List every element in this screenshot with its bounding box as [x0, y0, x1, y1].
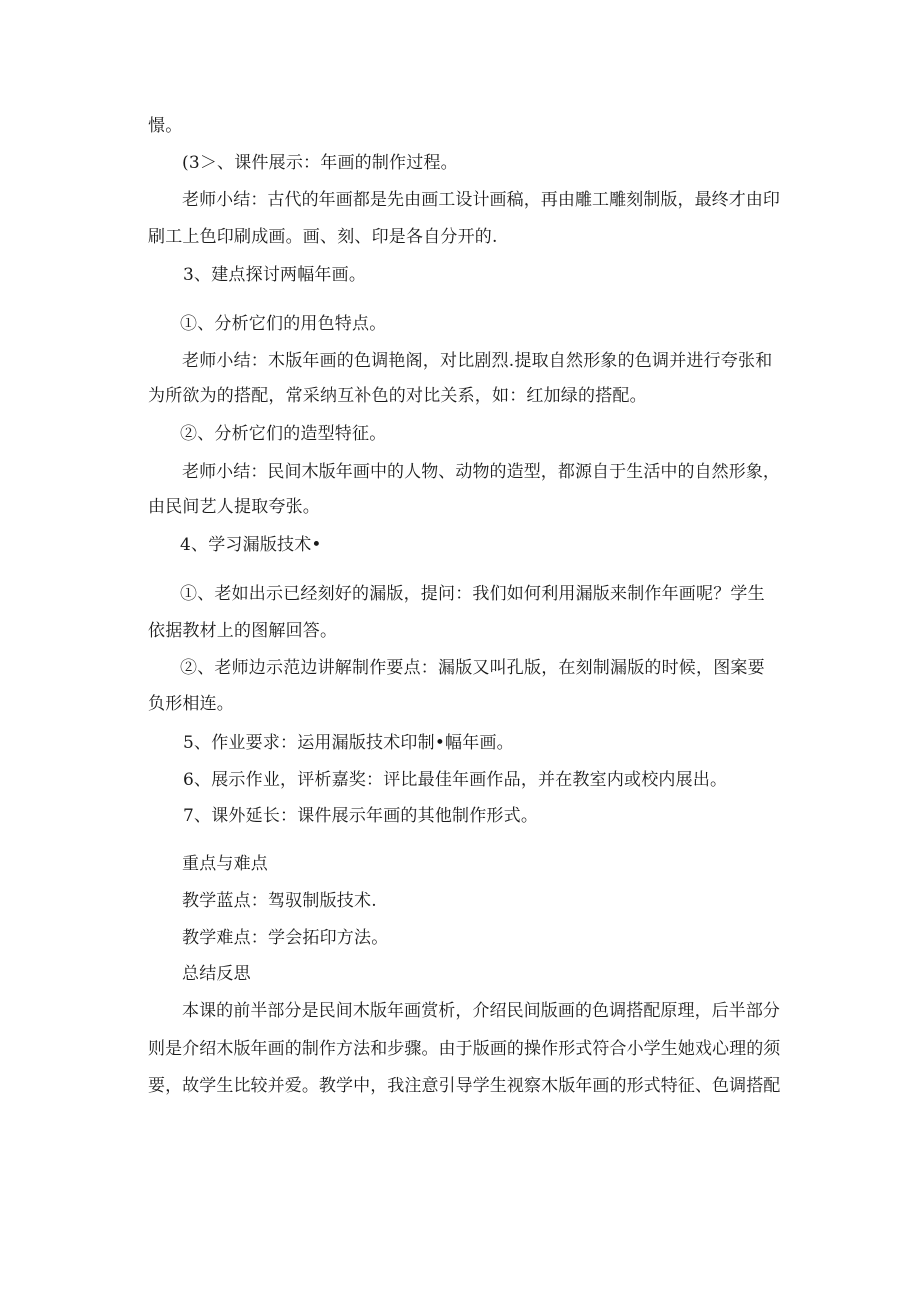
text-line: 为所欲为的搭配，常采纳互补色的对比关系，如：红加绿的搭配。 — [148, 386, 647, 406]
text-line: 由民间艺人提取夸张。 — [148, 497, 320, 517]
text-line: (3＞、课件展示：年画的制作过程。 — [182, 153, 458, 173]
text-line: 刷工上色印刷成画。画、刻、印是各自分开的. — [148, 227, 498, 247]
text-line: 要，故学生比较并爱。教学中，我注意引导学生视察木版年画的形式特征、色调搭配 — [148, 1076, 781, 1096]
text-line: 7、课外延长：课件展示年画的其他制作形式。 — [183, 806, 539, 826]
text-line: 教学难点：学会拓印方法。 — [182, 928, 389, 948]
text-line: 3、建点探讨两幅年画。 — [183, 265, 367, 285]
text-line: 依据教材上的图解回答。 — [148, 621, 338, 641]
text-line: 5、作业要求：运用漏版技术印制•幅年画。 — [183, 733, 514, 753]
section-heading: 重点与难点 — [182, 854, 268, 874]
text-line: 本课的前半部分是民间木版年画赏析，介绍民间版画的色调搭配原理，后半部分 — [182, 1001, 780, 1021]
text-line: 4、学习漏版技术• — [180, 535, 322, 555]
section-heading: 总结反思 — [182, 964, 251, 984]
text-line: 负形相连。 — [148, 694, 234, 714]
text-line: 老师小结：民间木版年画中的人物、动物的造型，都源自于生活中的自然形象， — [182, 462, 780, 482]
text-line: ①、老如出示已经刻好的漏版，提问：我们如何利用漏版来制作年画呢？学生 — [180, 584, 765, 604]
text-line: ②、老师边示范边讲解制作要点：漏版又叫孔版，在刻制漏版的时候，图案要 — [180, 658, 765, 678]
text-line: 憬。 — [148, 116, 183, 136]
text-line: 6、展示作业，评析嘉奖：评比最佳年画作品，并在教室内或校内展出。 — [183, 770, 728, 790]
text-line: ②、分析它们的造型特征。 — [180, 424, 387, 444]
text-line: 老师小结：古代的年画都是先由画工设计画稿，再由雕工雕刻制版，最终才由印 — [182, 190, 780, 210]
text-line: 老师小结：木版年画的色调艳阁，对比剧烈.提取自然形象的色调并进行夸张和 — [182, 351, 773, 371]
text-line: 教学蓝点：驾驭制版技术. — [182, 891, 377, 911]
text-line: ①、分析它们的用色特点。 — [180, 314, 387, 334]
text-line: 则是介绍木版年画的制作方法和步骤。由于版画的操作形式符合小学生她戏心理的须 — [148, 1039, 781, 1059]
